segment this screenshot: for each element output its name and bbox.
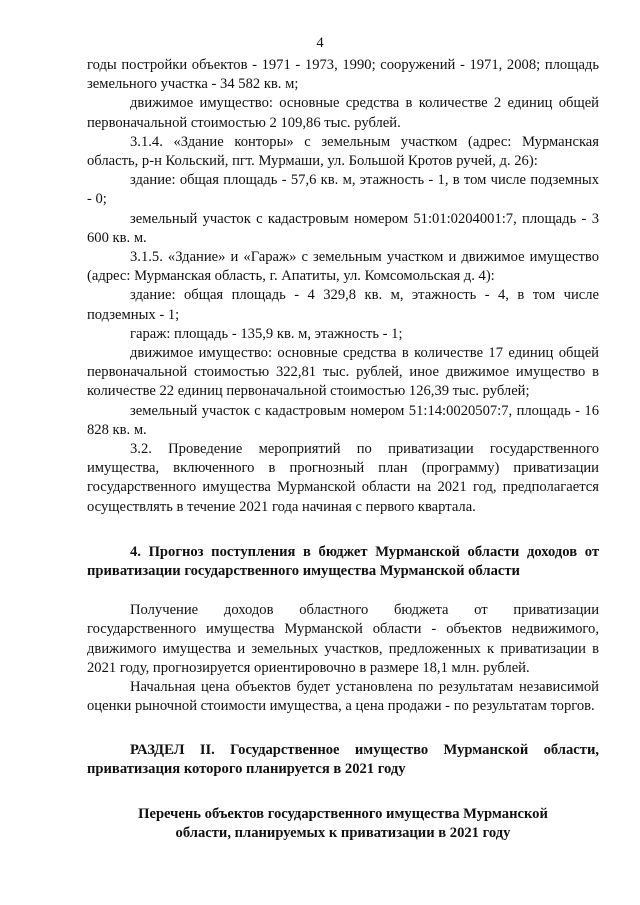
list-heading: Перечень объектов государственного имущества Мурманской области, планируемых к приватизации в 2021 году xyxy=(138,805,548,842)
paragraph: 3.1.4. «Здание конторы» с земельным участком (адрес: Мурманская область, р-н Кольский, пгт. Мурмаши, ул. Большой Кротов ручей, д. 26): xyxy=(87,133,599,170)
paragraph: земельный участок с кадастровым номером 51:14:0020507:7, площадь - 16 828 кв. м. xyxy=(87,402,599,438)
paragraph: 3.1.5. «Здание» и «Гараж» с земельным участком и движимое имущество (адрес: Мурманская область, г. Апатиты, ул. Комсомольская д. 4): xyxy=(87,249,599,285)
paragraph: Получение доходов областного бюджета от приватизации государственного имущества Мурманской области - объектов недвижимого, движимого имущества и земельных участков, предложенных к приватизации в 2021 году, прогнозируется ориентировочно в размере 18,1 млн. рублей. xyxy=(87,602,599,676)
paragraph: движимое имущество: основные средства в количестве 17 единиц общей первоначальной стоимостью 322,81 тыс. рублей, иное движимое имущество в количестве 22 единиц первоначальной стоимостью 126,39 тыс. рублей; xyxy=(87,345,599,400)
paragraph: движимое имущество: основные средства в количестве 2 единиц общей первоначальной стоимостью 2 109,86 тыс. рублей. xyxy=(87,95,599,131)
page-number: 4 xyxy=(316,35,324,51)
paragraph: 3.2. Проведение мероприятий по приватизации государственного имущества, включенного в прогнозный план (программу) приватизации государственного имущества Мурманской области на 2021 год, предполагается осуществлять в течение 2021 года начиная с первого квартала. xyxy=(87,441,599,515)
document-body xyxy=(87,56,599,843)
paragraph: здание: общая площадь - 57,6 кв. м, этажность - 1, в том числе подземных - 0; xyxy=(87,172,599,208)
section-4-heading: 4. Прогноз поступления в бюджет Мурманской области доходов от приватизации государственного имущества Мурманской области xyxy=(87,543,599,580)
paragraph: здание: общая площадь - 4 329,8 кв. м, этажность - 4, в том числе подземных - 1; xyxy=(87,287,599,323)
section-2-heading: РАЗДЕЛ II. Государственное имущество Мурманской области, приватизация которого планируется в 2021 году xyxy=(87,741,599,777)
paragraph: гараж: площадь - 135,9 кв. м, этажность - 1; xyxy=(130,325,403,342)
paragraph: земельный участок с кадастровым номером 51:01:0204001:7, площадь - 3 600 кв. м. xyxy=(87,210,599,246)
paragraph: Начальная цена объектов будет установлена по результатам независимой оценки рыночной стоимости имущества, а цена продажи - по результатам торгов. xyxy=(87,679,599,715)
paragraph: годы постройки объектов - 1971 - 1973, 1990; сооружений - 1971, 2008; площадь земельного участка - 34 582 кв. м; xyxy=(87,57,599,93)
